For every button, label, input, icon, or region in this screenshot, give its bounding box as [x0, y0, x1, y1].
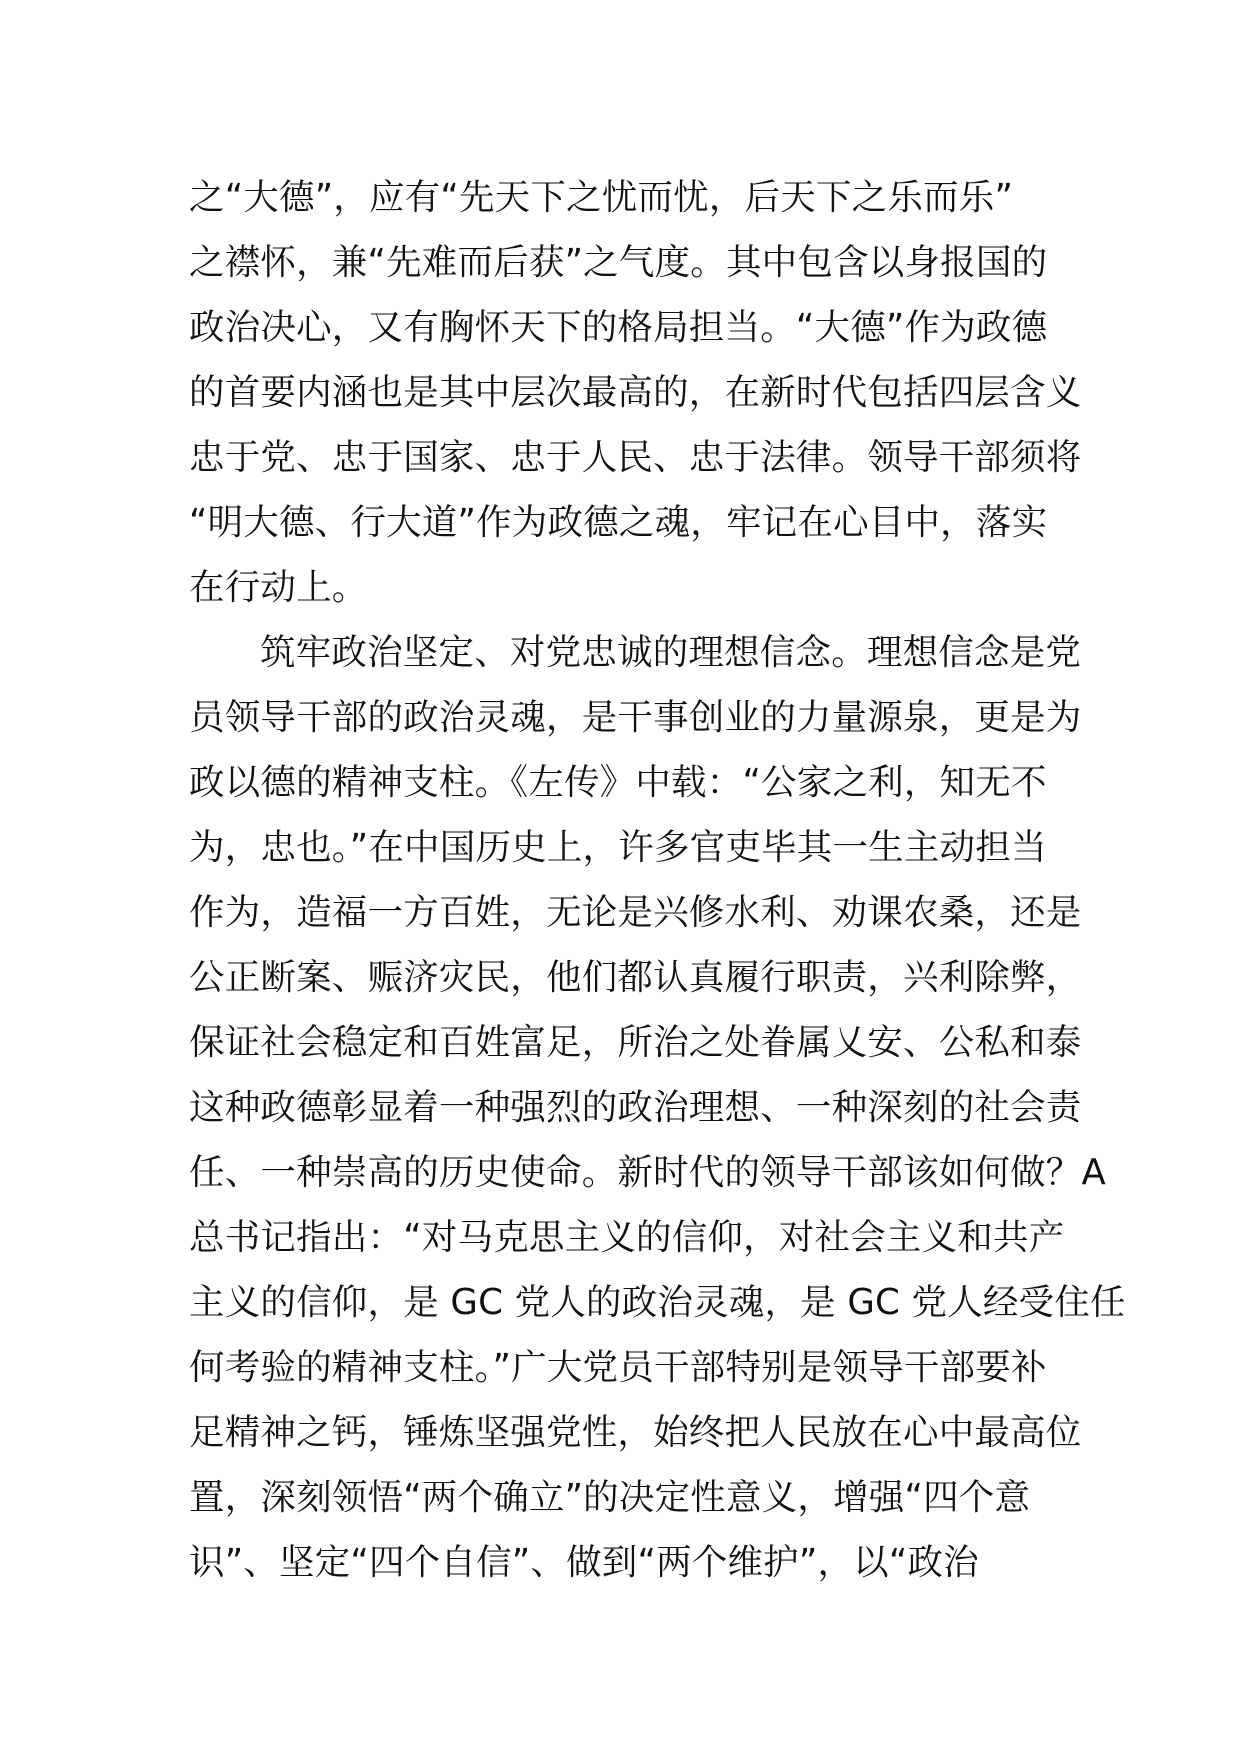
text-line: 总书记指出：“对马克思主义的信仰，对社会主义和共产: [189, 1217, 1065, 1258]
text-line: 员领导干部的政治灵魂，是干事创业的力量源泉，更是为: [189, 697, 1082, 738]
text-line: 这种政德彰显着一种强烈的政治理想、一种深刻的社会责: [189, 1087, 1082, 1128]
text-line: 之“大德”，应有“先天下之忧而忧，后天下之乐而乐”: [189, 177, 1014, 218]
text-line: 忠于党、忠于国家、忠于人民、忠于法律。领导干部须将: [189, 437, 1082, 478]
text-line: 置，深刻领悟“两个确立”的决定性意义，增强“四个意: [189, 1477, 1031, 1518]
text-line: 政以德的精神支柱。《左传》中载：“公家之利，知无不: [189, 762, 1047, 803]
text-line: 政治决心，又有胸怀天下的格局担当。“大德”作为政德: [189, 307, 1048, 348]
body-text: [189, 165, 1126, 1595]
text-line: 识”、坚定“四个自信”、做到“两个维护”，以“政治: [189, 1542, 979, 1583]
text-line: 在行动上。: [189, 567, 368, 608]
text-line: 的首要内涵也是其中层次最高的，在新时代包括四层含义: [189, 372, 1082, 413]
text-line: 主义的信仰，是 GC 党人的政治灵魂，是 GC 党人经受住任: [189, 1282, 1126, 1323]
text-line: 之襟怀，兼“先难而后获”之气度。其中包含以身报国的: [189, 242, 1048, 283]
text-line: 保证社会稳定和百姓富足，所治之处眷属乂安、公私和泰: [189, 1022, 1082, 1063]
text-line: 足精神之钙，锤炼坚强党性，始终把人民放在心中最高位: [189, 1412, 1082, 1453]
text-line: 作为，造福一方百姓，无论是兴修水利、劝课农桑，还是: [189, 892, 1082, 933]
text-line: “明大德、行大道”作为政德之魂，牢记在心目中，落实: [189, 502, 1048, 543]
paragraph-heading-line: 筑牢政治坚定、对党忠诚的理想信念。理想信念是党: [260, 632, 1082, 673]
text-line: 为，忠也。”在中国历史上，许多官吏毕其一生主动担当: [189, 827, 1047, 868]
text-line: 公正断案、赈济灾民，他们都认真履行职责，兴利除弊，: [189, 957, 1082, 998]
text-line: 任、一种崇高的历史使命。新时代的领导干部该如何做？A: [189, 1152, 1106, 1193]
text-line: 何考验的精神支柱。”广大党员干部特别是领导干部要补: [189, 1347, 1047, 1388]
